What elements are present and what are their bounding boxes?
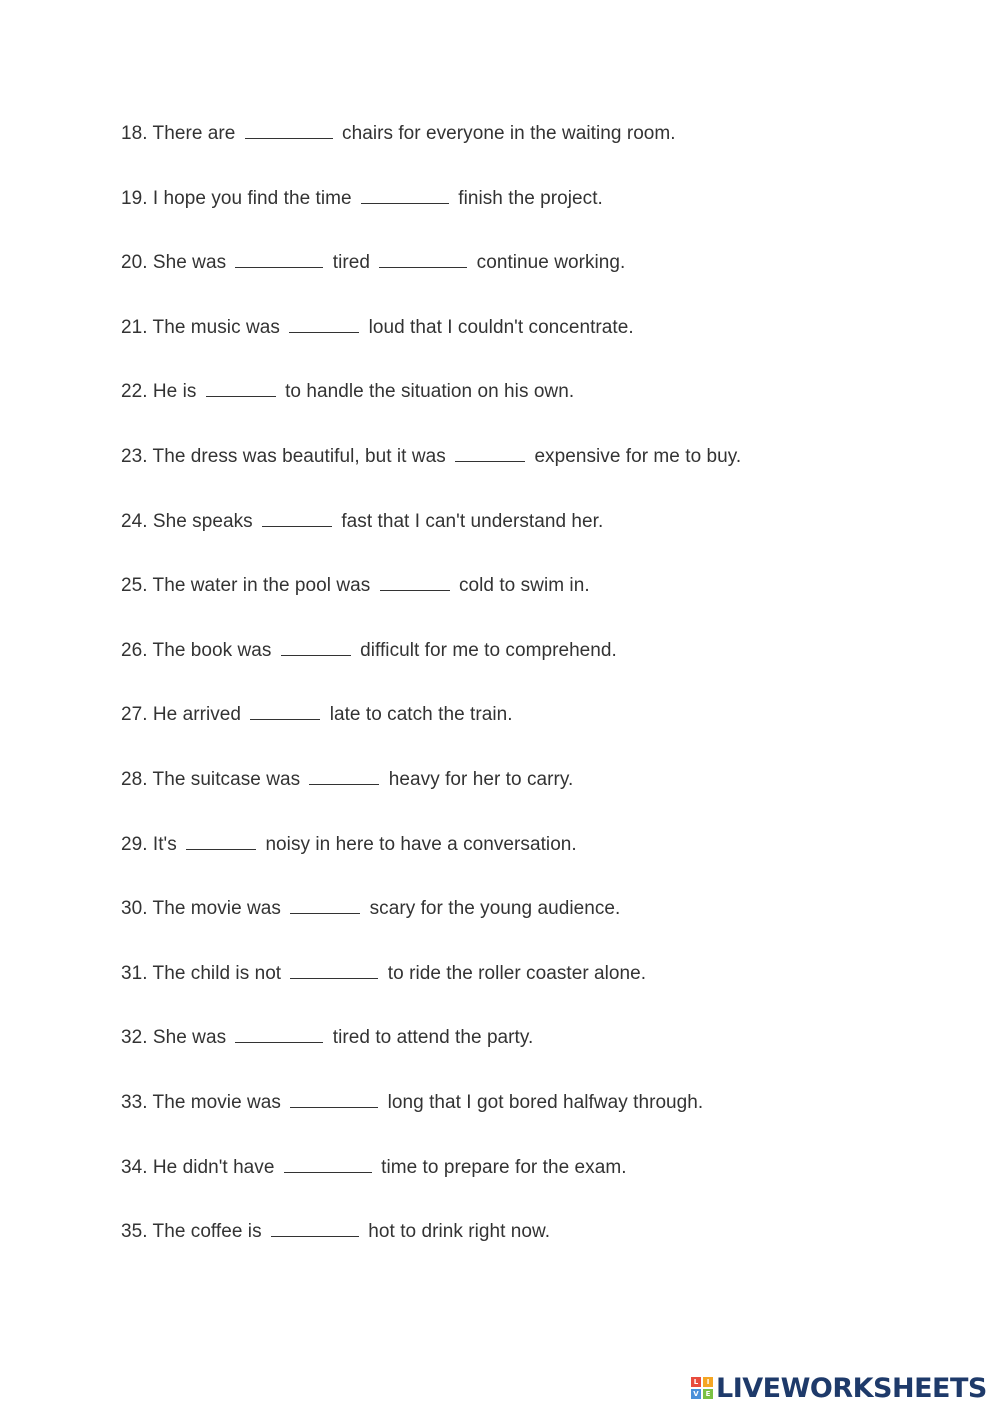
question-item [121,958,941,1023]
question-item [121,699,941,764]
answer-blank[interactable] [206,376,276,397]
answer-blank[interactable] [250,699,320,720]
question-text: 33. The movie was [121,1091,287,1113]
question-text: 24. She speaks [121,510,259,532]
question-item [121,183,941,248]
question-item [121,247,941,312]
question-item [121,1152,941,1217]
answer-blank[interactable] [380,570,450,591]
answer-blank[interactable] [262,506,332,527]
question-item [121,829,941,894]
logo-block: I [703,1377,713,1387]
question-text: finish the project. [452,187,603,209]
question-item [121,441,941,506]
question-item [121,118,941,183]
question-text: continue working. [471,252,626,274]
answer-blank[interactable] [235,247,323,268]
question-text: 35. The coffee is [121,1221,267,1243]
question-text: 25. The water in the pool was [121,575,376,597]
question-item [121,764,941,829]
answer-blank[interactable] [186,829,256,850]
question-text: to handle the situation on his own. [279,381,575,403]
question-text: tired [327,252,376,274]
answer-blank[interactable] [309,764,379,785]
logo-block: L [691,1377,701,1387]
answer-blank[interactable] [361,183,449,204]
question-item [121,376,941,441]
liveworksheets-logo [691,1374,987,1402]
question-text: 30. The movie was [121,898,287,920]
answer-blank[interactable] [290,958,378,979]
question-item [121,1216,941,1281]
question-text: heavy for her to carry. [383,768,574,790]
question-text: 31. The child is not [121,962,287,984]
answer-blank[interactable] [235,1022,323,1043]
worksheet [121,118,941,1281]
question-text: 32. She was [121,1027,232,1049]
question-text: 20. She was [121,252,232,274]
question-text: 19. I hope you find the time [121,187,357,209]
question-text: 28. The suitcase was [121,768,306,790]
question-text: long that I got bored halfway through. [382,1091,704,1113]
answer-blank[interactable] [289,312,359,333]
question-text: 22. He is [121,381,202,403]
answer-blank[interactable] [290,1087,378,1108]
question-text: loud that I couldn't concentrate. [363,316,634,338]
question-text: scary for the young audience. [364,898,621,920]
question-text: time to prepare for the exam. [375,1156,627,1178]
question-item [121,570,941,635]
question-text: 26. The book was [121,639,277,661]
answer-blank[interactable] [290,893,360,914]
question-text: hot to drink right now. [362,1221,551,1243]
answer-blank[interactable] [281,635,351,656]
logo-blocks-icon [691,1377,713,1399]
logo-text: LIVEWORKSHEETS [716,1372,987,1404]
question-item [121,506,941,571]
question-item [121,1022,941,1087]
answer-blank[interactable] [379,247,467,268]
question-text: chairs for everyone in the waiting room. [336,123,676,144]
answer-blank[interactable] [245,118,333,139]
question-text: expensive for me to buy. [529,445,742,467]
question-text: tired to attend the party. [327,1027,534,1049]
answer-blank[interactable] [271,1216,359,1237]
logo-block: V [691,1389,701,1399]
logo-block: E [703,1389,713,1399]
question-item [121,893,941,958]
question-item [121,312,941,377]
question-text: late to catch the train. [324,704,513,726]
question-text: 23. The dress was beautiful, but it was [121,445,452,467]
answer-blank[interactable] [455,441,525,462]
question-text: 21. The music was [121,316,286,338]
question-item [121,635,941,700]
question-text: to ride the roller coaster alone. [382,962,647,984]
question-text: fast that I can't understand her. [336,510,604,532]
question-text: difficult for me to comprehend. [354,639,617,661]
question-text: cold to swim in. [453,575,590,597]
answer-blank[interactable] [284,1152,372,1173]
question-text: 29. It's [121,833,183,855]
question-text: noisy in here to have a conversation. [260,833,577,855]
question-text: 18. There are [121,123,241,144]
question-item [121,1087,941,1152]
question-text: 34. He didn't have [121,1156,280,1178]
question-text: 27. He arrived [121,704,247,726]
